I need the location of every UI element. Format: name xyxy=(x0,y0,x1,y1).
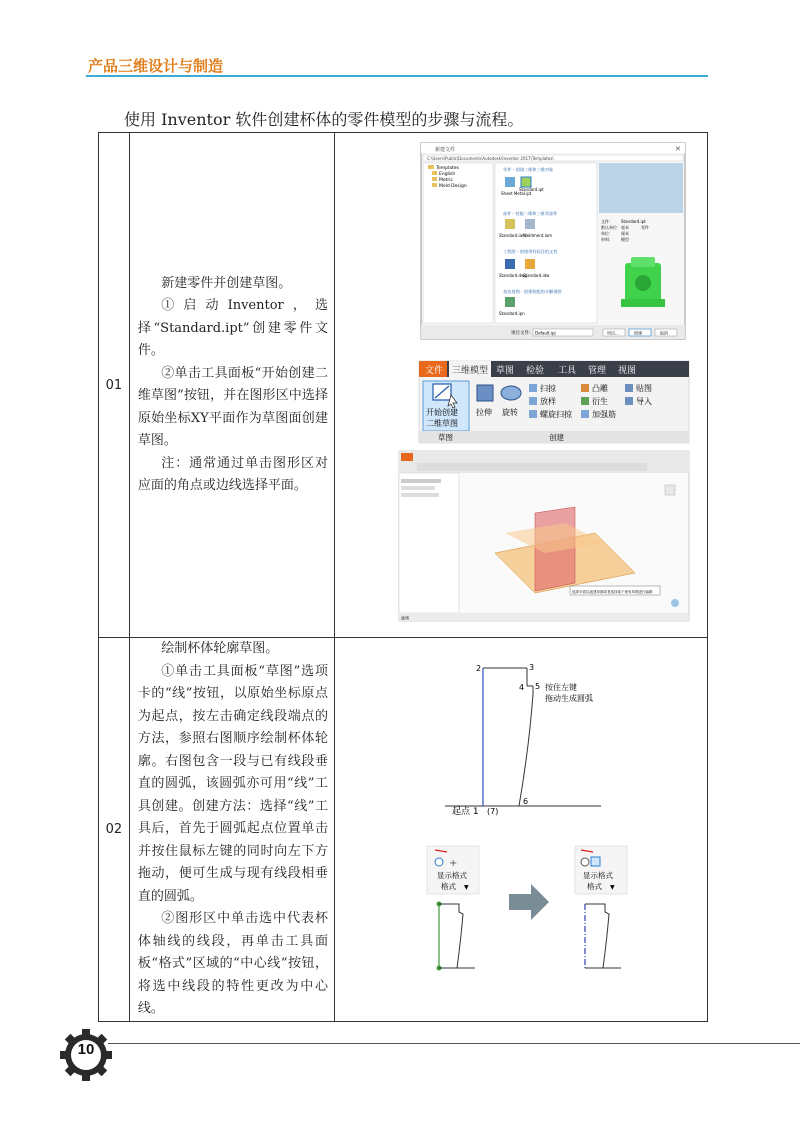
show-format-label[interactable]: 显示格式 xyxy=(582,871,613,881)
page-number: 10 xyxy=(77,1041,95,1058)
step1-figures-svg xyxy=(335,133,707,633)
sketch-label-5: 5 xyxy=(534,682,541,692)
step-paragraph: 绘制杯体轮廓草图。 xyxy=(161,641,279,656)
step-paragraph: ①启动Inventor，选择“Standard.ipt”创建零件文件。 xyxy=(137,298,328,358)
format-after-panel xyxy=(575,846,627,970)
rib-icon xyxy=(581,410,589,418)
header-rule xyxy=(86,75,708,77)
section-assembly: 部件 - 装配二维和三维零部件 xyxy=(502,211,558,216)
step2-figures-svg xyxy=(335,638,707,1016)
file-weldment-iam[interactable]: Weldment.iam xyxy=(522,233,553,238)
info-type: 零件 xyxy=(640,225,649,230)
info-file-value: Standard.ipt xyxy=(620,219,646,224)
show-format-label[interactable]: 显示格式 xyxy=(436,871,467,881)
info-unit2-value: 厘米 xyxy=(620,231,629,236)
step-figures xyxy=(334,133,707,638)
file-standard-ipn[interactable]: Standard.ipn xyxy=(498,311,525,316)
centerline-icon[interactable] xyxy=(435,858,443,866)
step-number: 02 xyxy=(99,638,130,1022)
sweep-icon xyxy=(529,384,537,392)
step-paragraph: ①单击工具面板“草图”选项卡的“线”按钮，以原始坐标原点为起点，按左击确定线段端点的方法，参照右图顺序绘制杯体轮廓。右图包含一段与已有线段垂直的圆弧，该圆弧亦可用“线”工具创建。创建方法：选择“线”工具后，首先于圆弧起点位置单击并按住鼠标左键的同时向左下方拖动，便可生成与现有线段相垂直的圆弧。 xyxy=(137,663,328,904)
plus-icon: + xyxy=(448,858,458,870)
file-sheet-metal[interactable]: Sheet Metal.ipt xyxy=(500,191,532,196)
info-unit-label: 默认单位： xyxy=(600,225,621,230)
step-row-02 xyxy=(99,638,708,1022)
project-label: 项目文件： xyxy=(510,331,534,336)
sketch-label-start: 起点 1 xyxy=(451,807,479,818)
sweep-button[interactable]: 扫掠 xyxy=(539,384,556,393)
close-icon[interactable]: ✕ xyxy=(674,145,681,153)
format-label[interactable]: 格式 xyxy=(586,882,602,892)
coil-button[interactable]: 螺旋扫掠 xyxy=(539,410,572,419)
ribbon-panel xyxy=(419,361,689,443)
preview-model-icon xyxy=(621,257,665,307)
centerline-button[interactable] xyxy=(591,857,600,866)
tab-inspect[interactable]: 检验 xyxy=(525,366,544,376)
dialog-title: 新建文件 xyxy=(434,147,455,153)
sketch-label-3: 3 xyxy=(528,663,535,673)
decal-icon xyxy=(625,384,633,392)
step-row-01 xyxy=(99,133,708,638)
start-sketch-button[interactable] xyxy=(423,381,469,431)
dialog-path: C:\Users\Public\Documents\Autodesk\Inventor 2017\Templates\ xyxy=(426,156,554,161)
cup-profile-sketch xyxy=(445,663,601,817)
step-paragraph: ②单击工具面板“开始创建二维草图”按钮，并在图形区中选择原始坐标XY平面作为草图面创建草图。 xyxy=(137,365,328,448)
emboss-icon xyxy=(581,384,589,392)
sketch-label-6: 6 xyxy=(522,797,529,807)
info-unit2-label: 单位： xyxy=(600,231,613,236)
nav-wheel-icon[interactable] xyxy=(671,599,679,607)
view-cube[interactable] xyxy=(665,485,675,495)
tab-3d-model-label: 三维模型 xyxy=(451,366,488,376)
tab-manage[interactable]: 管理 xyxy=(587,366,606,376)
section-drawing: 工程图 - 创建带有标注的文档 xyxy=(502,249,558,254)
loft-icon xyxy=(529,397,537,405)
cancel-button-label: 取消 xyxy=(659,330,668,336)
step-figures xyxy=(334,638,707,1022)
intro-text: 使用 Inventor 软件创建杯体的零件模型的步骤与流程。 xyxy=(124,110,524,129)
step-description xyxy=(129,638,334,1022)
start-sketch-label-1: 开始创建 xyxy=(425,408,458,417)
info-file-label: 文件： xyxy=(600,219,613,224)
import-icon xyxy=(625,397,633,405)
decal-button[interactable]: 贴图 xyxy=(635,384,652,393)
chevron-down-icon: ▼ xyxy=(609,884,615,892)
new-file-dialog xyxy=(421,143,685,339)
step-paragraph: ②图形区中单击选中代表杯体轴线的线段，再单击工具面板“格式”区域的“中心线”按钮，将选中线段的特性更改为中心线。 xyxy=(137,911,328,1016)
step-paragraph: 新建零件并创建草图。 xyxy=(161,275,292,291)
info-unit-value: 毫米 xyxy=(620,225,629,230)
group-create-label: 创建 xyxy=(548,433,564,442)
group-sketch-label: 草图 xyxy=(437,433,453,442)
rib-button[interactable]: 加强筋 xyxy=(591,410,616,419)
section-presentation: 表达视图 - 创建装配的分解视图 xyxy=(502,289,562,294)
step-number: 01 xyxy=(99,133,130,638)
section-part: 零件 - 创建二维和三维对象 xyxy=(502,167,554,172)
file-standard-idw[interactable]: Standard.idw xyxy=(522,273,550,278)
import-button[interactable]: 导入 xyxy=(635,397,652,406)
extrude-label: 拉伸 xyxy=(475,408,492,417)
format-label[interactable]: 格式 xyxy=(440,882,456,892)
project-value: Default.ipj xyxy=(534,330,556,336)
sketch-note-2: 拖动生成圆弧 xyxy=(544,694,593,704)
plane-tooltip: 选择平面以创建草图或者选择某个现有草图进行编辑 xyxy=(571,590,653,594)
start-sketch-label-2: 二维草图 xyxy=(425,419,458,428)
derive-button[interactable]: 衍生 xyxy=(591,397,608,406)
sketch-label-4: 4 xyxy=(518,683,525,693)
tree-metric[interactable]: Metric xyxy=(438,178,453,183)
tab-sketch[interactable]: 草图 xyxy=(495,366,514,376)
tab-tools[interactable]: 工具 xyxy=(557,366,576,376)
tree-mold-design[interactable]: Mold Design xyxy=(438,184,467,189)
revolve-label: 旋转 xyxy=(501,408,518,417)
tab-view[interactable]: 视图 xyxy=(617,366,636,376)
projects-button-label: 项目... xyxy=(606,330,619,336)
sketch-label-7: (7) xyxy=(486,807,499,817)
create-button-label: 创建 xyxy=(633,330,642,336)
steps-table xyxy=(98,132,708,1022)
arrow-right-icon xyxy=(509,884,549,920)
status-text: 就绪 xyxy=(400,615,409,621)
file-standard-iam[interactable]: Standard.iam xyxy=(498,233,526,238)
sketch-note-1: 按住左键 xyxy=(544,683,577,693)
format-before-panel xyxy=(427,846,479,971)
info-material-label: 材料： xyxy=(600,237,613,242)
sketch-label-2: 2 xyxy=(475,664,482,674)
footer-rule xyxy=(108,1043,800,1044)
step-description xyxy=(129,133,334,638)
info-material-value: 模型 xyxy=(620,237,629,242)
file-standard-dwg[interactable]: Standard.dwg xyxy=(498,273,527,278)
extrude-button[interactable] xyxy=(476,385,493,417)
emboss-button[interactable]: 凸雕 xyxy=(591,384,608,393)
file-standard-ipt[interactable]: Standard.ipt xyxy=(518,187,544,192)
derive-icon xyxy=(581,397,589,405)
tab-file-label: 文件 xyxy=(424,366,443,376)
inventor-screen xyxy=(399,451,689,621)
loft-button[interactable]: 放样 xyxy=(539,397,556,406)
tree-english[interactable]: English xyxy=(438,172,456,177)
coil-icon xyxy=(529,410,537,418)
chevron-down-icon: ▼ xyxy=(463,884,469,892)
step-paragraph: 注：通常通过单击图形区对应面的角点或边线选择平面。 xyxy=(137,455,328,493)
tree-templates[interactable]: Templates xyxy=(435,166,459,171)
running-header-title: 产品三维设计与制造 xyxy=(88,57,224,75)
